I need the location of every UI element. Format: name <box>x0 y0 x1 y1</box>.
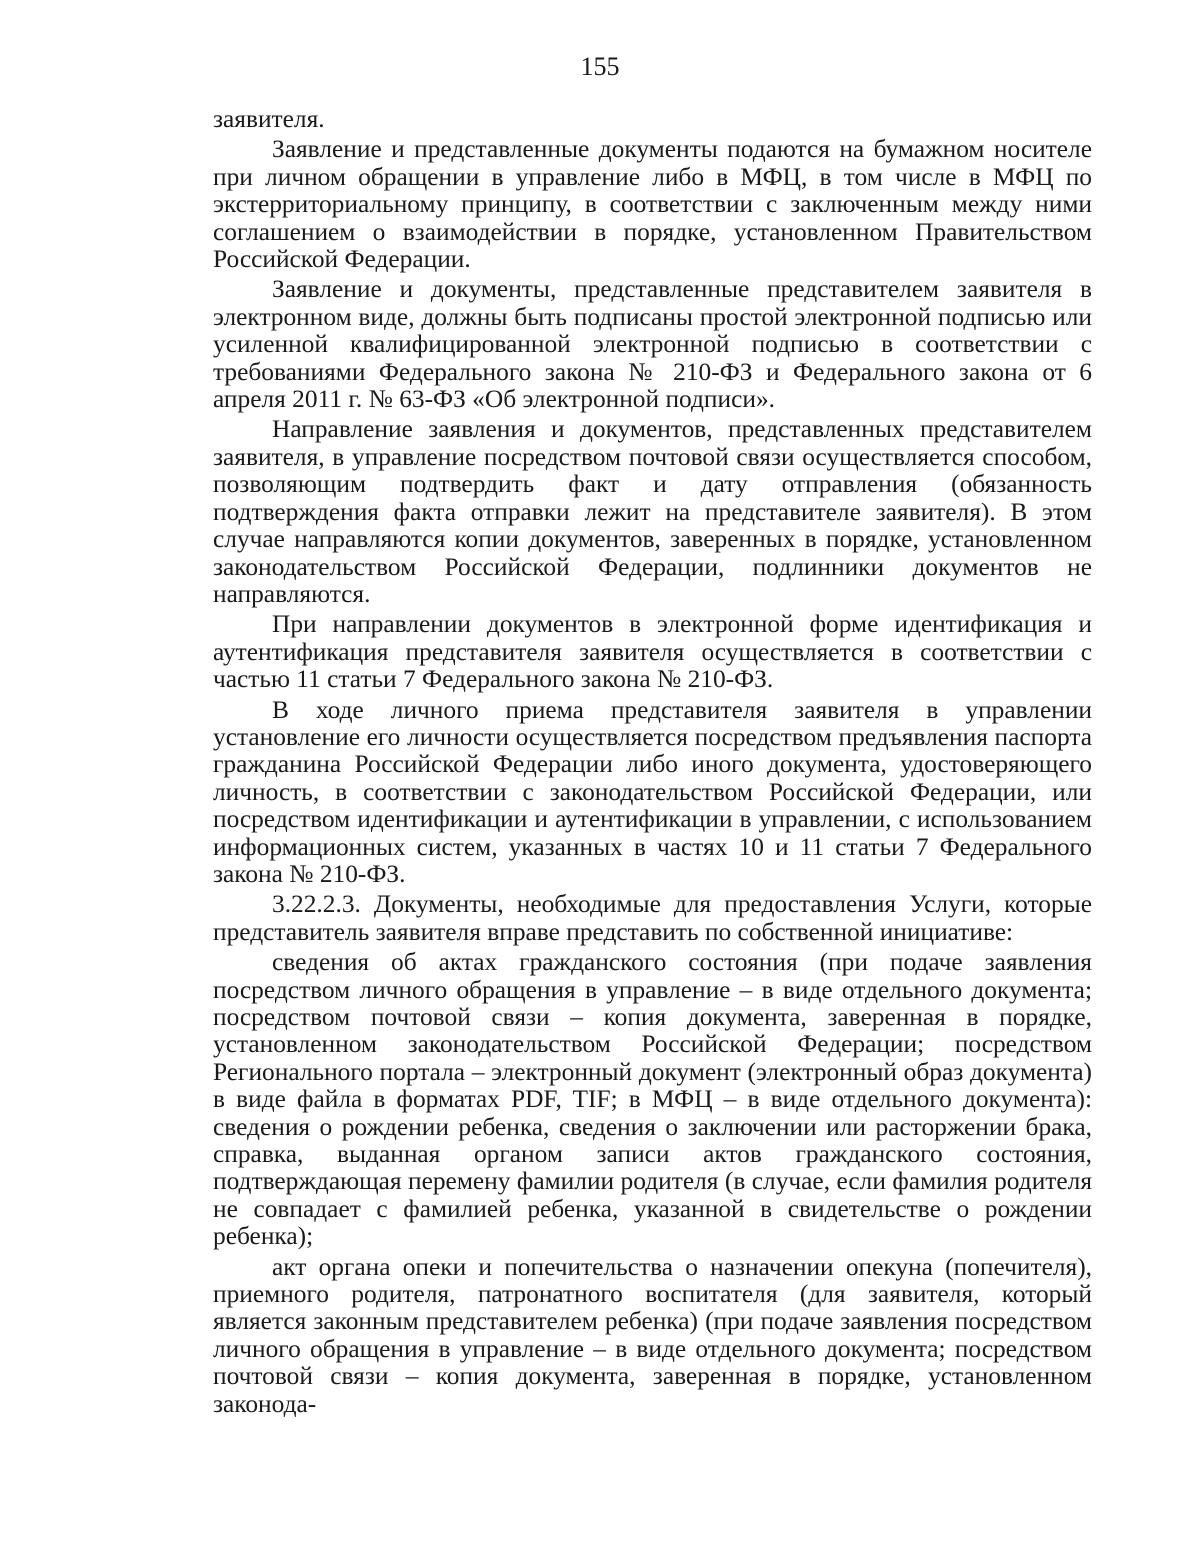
paragraph-civil-status-records: сведения об актах гражданского состояния (при подаче заявления посредством личного обращения в управление – в виде отдельного документа; посредством почтовой связи – копия документа, заверенная в порядке, установленном законодательством Российской Федерации; посредством Регионального портала – электронный документ (электронный образ документа) в виде файла в форматах PDF, TIF; в МФЦ – в виде отдельного документа): сведения о рождении ребенка, сведения о заключении или расторжении брака, справка, выданная органом записи актов гражданского состояния, подтверждающая перемену фамилии родителя (в случае, если фамилия родителя не совпадает с фамилией ребенка, указанной в свидетельстве о рождении ребенка); <box>213 948 1092 1251</box>
paragraph-guardianship-act: акт органа опеки и попечительства о назначении опекуна (попечителя), приемного родителя, патронатного воспитателя (для заявителя, который является законным представителем ребенка) (при подаче заявления посредством личного обращения в управление – в виде отдельного документа; посредством почтовой связи – копия документа, заверенная в порядке, установленном законода- <box>213 1252 1092 1418</box>
paragraph-postal-submission: Направление заявления и документов, представленных представителем заявителя, в управление посредством почтовой связи осуществляется способом, позволяющим подтвердить факт и дату отправления (обязанность подтверждения факта отправки лежит на представителе заявителя). В этом случае направляются копии документов, заверенных в порядке, установленном законодательством Российской Федерации, подлинники документов не направляются. <box>213 415 1092 608</box>
paragraph-section-3-22-2-3: 3.22.2.3. Документы, необходимые для предоставления Услуги, которые представитель заявителя вправе представить по собственной инициативе: <box>213 890 1092 946</box>
paragraph-electronic-identification: При направлении документов в электронной форме идентификация и аутентификация представителя заявителя осуществляется в соответствии с частью 11 статьи 7 Федерального закона № 210-ФЗ. <box>213 610 1092 694</box>
paragraph-continuation: заявителя. <box>213 105 325 133</box>
paragraph-personal-reception: В ходе личного приема представителя заявителя в управлении установление его личности осуществляется посредством предъявления паспорта гражданина Российской Федерации либо иного документа, удостоверяющего личность, в соответствии с законодательством Российской Федерации, или посредством идентификации и аутентификации в управлении, с использованием информационных систем, указанных в частях 10 и 11 статьи 7 Федерального закона № 210-ФЗ. <box>213 695 1092 888</box>
paragraph-paper-submission: Заявление и представленные документы подаются на бумажном носителе при личном обращении в управление либо в МФЦ, в том числе в МФЦ по экстерриториальному принципу, в соответствии с заключенным между ними соглашением о взаимодействии в порядке, установленном Правительством Российской Федерации. <box>213 135 1092 274</box>
document-body <box>213 106 1092 1421</box>
paragraph-electronic-signature: Заявление и документы, представленные представителем заявителя в электронном виде, должны быть подписаны простой электронной подписью или усиленной квалифицированной электронной подписью в соответствии с требованиями Федерального закона № 210-ФЗ и Федерального закона от 6 апреля 2011 г. № 63-ФЗ «Об электронной подписи». <box>213 275 1092 414</box>
page-number: 155 <box>580 52 620 81</box>
